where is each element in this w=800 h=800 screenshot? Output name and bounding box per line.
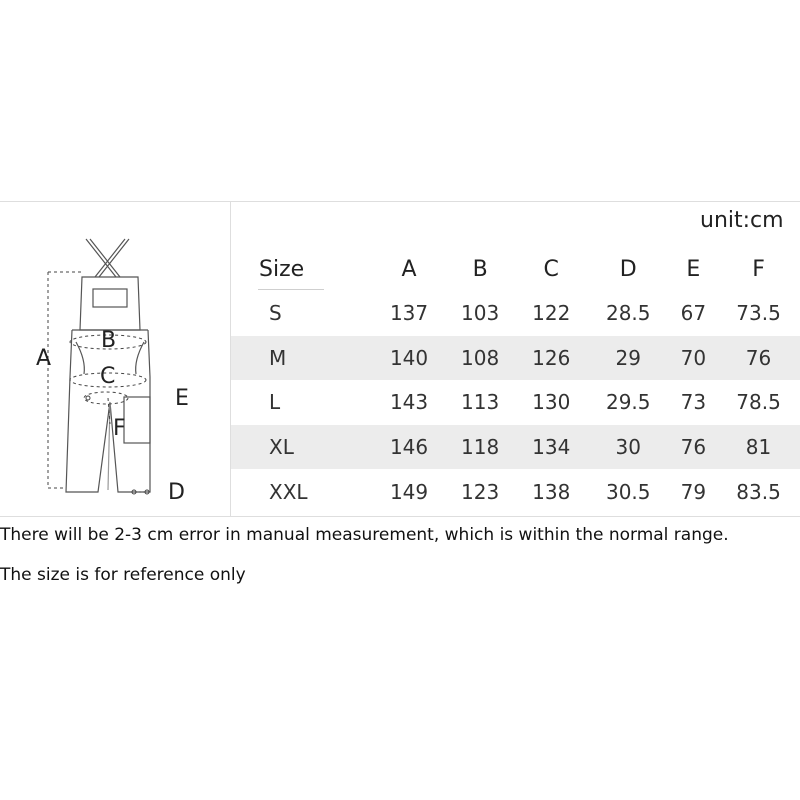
frame-bottom-border [0,516,800,517]
table-cell: 138 [532,479,571,504]
figure-label-e: E [175,386,189,411]
table-cell: 126 [532,345,571,370]
table-cell: 70 [680,345,707,370]
table-cell: 118 [461,435,500,460]
table-cell: 81 [745,435,772,460]
table-cell: 76 [680,435,707,460]
reference-note: The size is for reference only [0,565,246,585]
size-cell: XL [269,435,294,460]
table-header-row [231,247,800,291]
table-cell: 29.5 [605,390,651,415]
table-cell: 67 [680,301,707,326]
header-c: C [543,256,559,282]
overalls-diagram [0,202,230,516]
table-cell: 76 [745,345,772,370]
table-cell: 30.5 [605,479,651,504]
size-chart-table [231,247,800,514]
size-cell: L [269,390,281,415]
table-row [231,425,800,470]
header-underline [258,289,324,290]
header-a: A [401,256,417,282]
size-cell: S [269,301,282,326]
table-cell: 149 [389,479,429,504]
table-cell: 143 [389,390,429,415]
table-cell: 83.5 [736,479,781,504]
table-cell: 140 [389,345,429,370]
table-cell: 146 [389,435,429,460]
figure-label-a: A [36,346,52,371]
table-cell: 123 [461,479,500,504]
table-row [231,380,800,425]
overalls-illustration [0,202,230,516]
table-cell: 130 [532,390,571,415]
figure-label-b: B [101,328,117,353]
table-cell: 78.5 [736,390,781,415]
table-row [231,336,800,381]
table-cell: 108 [461,345,500,370]
header-e: E [686,256,701,282]
table-cell: 79 [680,479,707,504]
figure-label-f: F [113,416,126,441]
header-b: B [472,256,488,282]
unit-label: unit:cm [700,208,784,233]
table-cell: 73 [680,390,707,415]
measurement-error-note: There will be 2-3 cm error in manual measurement, which is within the normal range. [0,525,729,545]
table-row [231,291,800,336]
figure-label-d: D [168,480,185,505]
table-cell: 29 [615,345,641,370]
table-cell: 134 [532,435,571,460]
table-cell: 28.5 [605,301,651,326]
header-f: F [752,256,765,282]
header-size: Size [259,256,305,282]
size-cell: M [269,345,287,370]
size-cell: XXL [269,479,308,504]
table-cell: 122 [532,301,571,326]
header-d: D [619,256,637,282]
table-cell: 73.5 [736,301,781,326]
table-cell: 103 [461,301,500,326]
table-row [231,469,800,514]
figure-label-c: C [100,364,116,389]
table-cell: 137 [389,301,429,326]
table-cell: 30 [615,435,641,460]
table-cell: 113 [461,390,500,415]
